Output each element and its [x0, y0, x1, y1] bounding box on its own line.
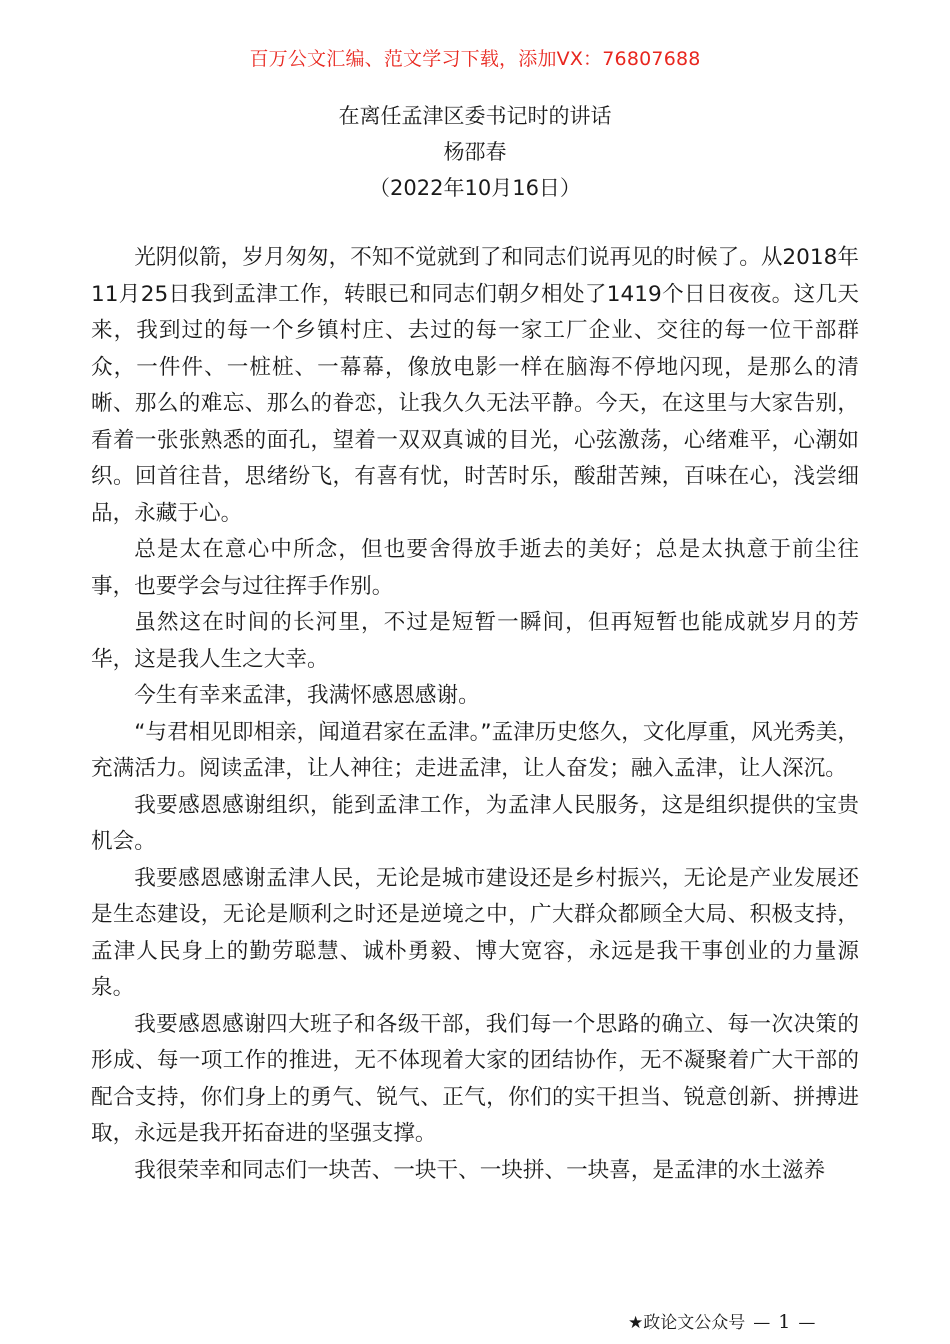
promo-banner: 百万公文汇编、范文学习下载，添加VX：76807688 [249, 48, 701, 70]
speech-date: （2022年10月16日） [369, 176, 581, 200]
footer-dash-left: — [753, 1313, 771, 1333]
paragraph: 我很荣幸和同志们一块苦、一块干、一块拼、一块喜，是孟津的水土滋养 [134, 1157, 826, 1183]
paragraph: 光阴似箭，岁月匆匆，不知不觉就到了和同志们说再见的时候了。从2018年11月25日我到孟津工作，转眼已和同志们朝夕相处了1419个日日夜夜。这几天来，我到过的每一个乡镇村庄、去过的每一家工厂企业、交往的每一位干部群众，一件件、一桩桩、一幕幕，像放电影一样在脑海不停地闪现，是那么的清晰、那么的难忘、那么的眷恋，让我久久无法平静。今天，在这里与大家告别，看着一张张熟悉的面孔，望着一双双真诚的目光，心弦激荡，心绪难平，心潮如织。回首往昔，思绪纷飞，有喜有忧，时苦时乐，酸甜苦辣，百味在心，浅尝细品，永藏于心。 [91, 245, 859, 526]
paragraph: 我要感恩感谢孟津人民，无论是城市建设还是乡村振兴，无论是产业发展还是生态建设，无论是顺利之时还是逆境之中，广大群众都顾全大局、积极支持，孟津人民身上的勤劳聪慧、诚朴勇毅、博大宽容，永远是我干事创业的力量源泉。 [91, 865, 859, 1000]
page-number: 1 [778, 1311, 791, 1333]
paragraph: 虽然这在时间的长河里，不过是短暂一瞬间，但再短暂也能成就岁月的芳华，这是我人生之大幸。 [91, 610, 859, 672]
footer-dash-right: — [798, 1313, 816, 1333]
paragraph: 我要感恩感谢组织，能到孟津工作，为孟津人民服务，这是组织提供的宝贵机会。 [91, 792, 859, 854]
speech-title: 在离任孟津区委书记时的讲话 [338, 104, 612, 128]
speech-body [91, 240, 859, 1189]
paragraph: 总是太在意心中所念，但也要舍得放手逝去的美好；总是太执意于前尘往事，也要学会与过往挥手作别。 [91, 537, 859, 599]
paragraph: “与君相见即相亲，闻道君家在孟津。”孟津历史悠久，文化厚重，风光秀美，充满活力。阅读孟津，让人神往；走进孟津，让人奋发；融入孟津，让人深沉。 [91, 719, 859, 781]
footer-source: ★政论文公众号 [628, 1313, 746, 1333]
speech-author: 杨邵春 [443, 140, 507, 164]
page-footer [628, 1310, 823, 1335]
speech-header [0, 98, 950, 206]
paragraph: 我要感恩感谢四大班子和各级干部，我们每一个思路的确立、每一次决策的形成、每一项工作的推进，无不体现着大家的团结协作，无不凝聚着广大干部的配合支持，你们身上的勇气、锐气、正气，你们的实干担当、锐意创新、拼搏进取，永远是我开拓奋进的坚强支撑。 [91, 1011, 859, 1146]
paragraph: 今生有幸来孟津，我满怀感恩感谢。 [134, 683, 480, 708]
